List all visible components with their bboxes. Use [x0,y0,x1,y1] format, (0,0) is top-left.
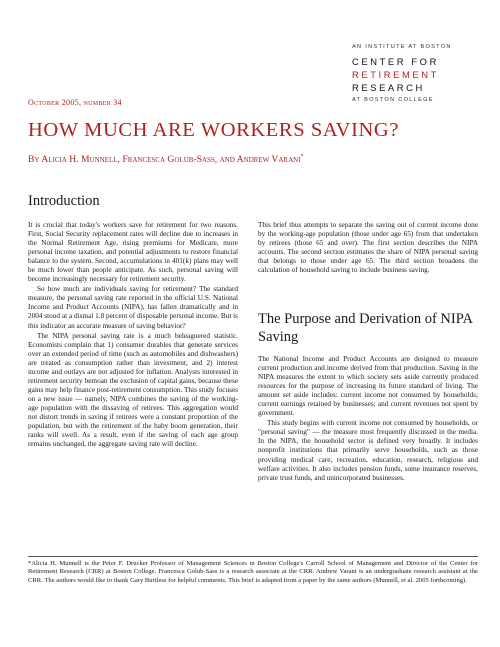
paragraph: The National Income and Product Accounts are designed to measure current production and income derived from that production. Saving in the NIPA measures the extent to which society sets aside currently produced resources for the purpose of increasing its future standard of living. The amount set aside includes: current income not consumed by households; current earnings retained by businesses; and current revenues not spent by government. [258,355,478,418]
issue-line: October 2005, number 34 [28,98,122,107]
paragraph: This brief thus attempts to separate the saving out of current income done by the working-age population (those under age 65) from that undertaken by retirees (those 65 and over). The first section describes the NIPA accounts. The second section estimates the share of NIPA personal saving that belongs to those under age 65. The third section broadens the calculation of household saving to include business saving. [258,221,478,275]
author-line [28,154,304,165]
footnote-text: *Alicia H. Munnell is the Peter F. Drucker Professor of Management Sciences in Boston College's Carroll School of Management and Director of the Center for Retirement Research (CRR) at Boston College. Francesca Golub-Sass is a research associate at the CRR. Andrew Varani is an undergraduate research assistant at the CRR. The authors would like to thank Gary Burtless for helpful comments. This brief is adapted from a paper by the same authors (Munnell, et al. 2005 forthcoming). [28,560,478,584]
paragraph: The NIPA personal saving rate is a much beleaguered statistic. Economists complain that 1) consumer durables that generate services over an extended period of time (such as automobiles and dishwashers) are treated as consumption rather than investment; and 2) interest income and outlays are not adjusted for inflation. Analysts interested in retirement security bemoan the exclusion of capital gains, because these gains may help finance post-retirement consumption. This study focuses on a new issue — namely, NIPA combines the saving of the working-age population with the dissaving of retirees. This aggregation would not distort trends in saving if retirees were a constant proportion of the population, but with the retirement of the baby boom generation, their ranks will swell. As a result, even if the saving of each age group remains unchanged, the aggregate saving rate will decline. [28,331,238,449]
footnote-divider [28,556,478,557]
logo-line-center-for: CENTER FOR [352,55,439,67]
paragraph: This study begins with current income not consumed by households, or "personal saving" — the measure most frequently discussed in the media. In the NIPA, the household sector is defined very broadly. It includes nonprofit institutions that primarily serve households, such as those providing medical care, recreation, education, research, religious and welfare activities. It also includes pension funds, some insurance reserves, private trust funds, and unincorporated businesses. [258,419,478,482]
section-heading-purpose: The Purpose and Derivation of NIPA Saving [258,311,473,345]
footnote [28,560,478,585]
right-column-purpose [258,355,478,483]
crr-logo [352,45,477,103]
paragraph: It is crucial that today's workers save for retirement for two reasons. First, Social Security replacement rates will decline due to increases in the Normal Retirement Age, rising premiums for Medicare, more personal income taxation, and potential adjustments to restore financial balance to the system. Second, accumulations in 401(k) plans may well be much lower than people anticipate. As such, personal saving will become increasingly necessary for retirement security. [28,221,238,284]
paragraph: So how much are individuals saving for retirement? The standard measure, the personal saving rate reported in the official U.S. National Income and Product Accounts (NIPA), has fallen dramatically and in 2004 stood at a dismal 1.8 percent of disposable personal income. But is this indicator an accurate measure of saving behavior? [28,285,238,330]
right-column-intro [258,221,478,275]
logo-tagline: AN INSTITUTE AT BOSTON [352,44,452,50]
logo-line-research: RESEARCH [352,82,425,94]
logo-line-retirement: RETIREMENT [352,69,439,80]
authors-text: By Alicia H. Munnell, Francesca Golub-Sass, and Andrew Varani [28,154,301,166]
section-heading-introduction: Introduction [28,193,100,209]
page-title: HOW MUCH ARE WORKERS SAVING? [28,119,400,141]
left-column [28,221,238,449]
logo-subtitle: AT BOSTON COLLEGE [352,96,434,103]
author-footnote-mark: * [300,154,304,160]
